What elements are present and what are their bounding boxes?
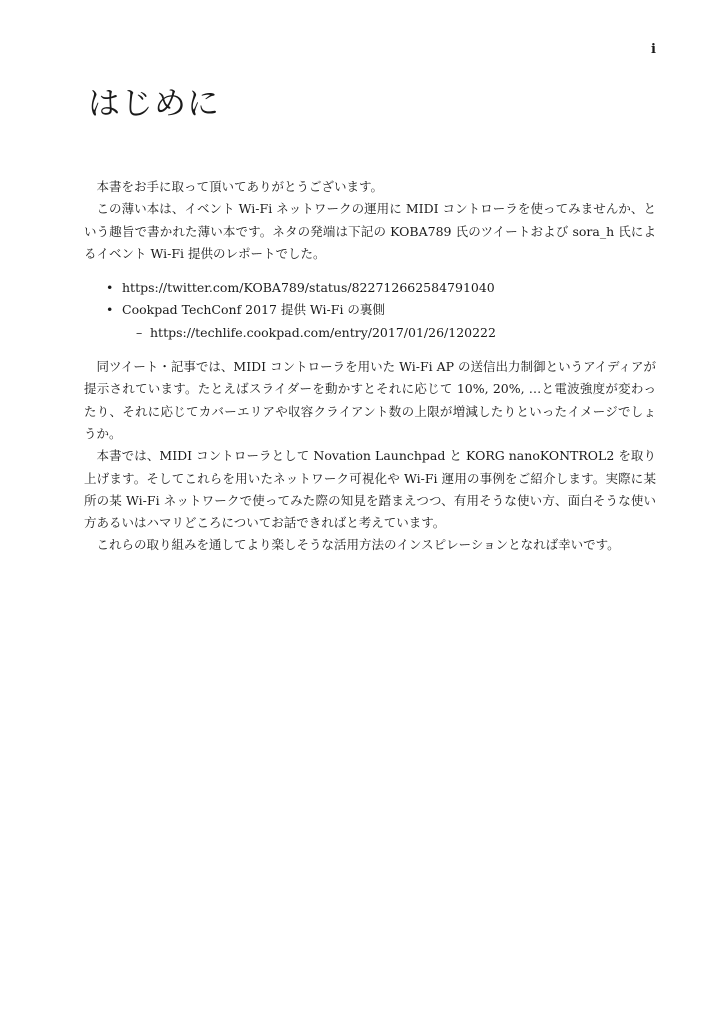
page-number: i <box>651 42 656 57</box>
bullet-icon: • <box>106 280 114 296</box>
bullet-icon: • <box>106 302 114 318</box>
paragraph-idea: 同ツイート・記事では、MIDI コントローラを用いた Wi-Fi AP の送信出力制御というアイディアが提示されています。たとえばスライダーを動かすとそれに応じて 10%, 20%, …と電波強度が変わったり、それに応じてカバーエリアや収容クライアント数の上限が増減したりといったイメージでしょうか。 <box>84 359 656 441</box>
reference-link-cookpad[interactable]: https://techlife.cookpad.com/entry/2017/01/26/120222 <box>150 324 496 340</box>
list-item <box>136 322 656 344</box>
paragraph-closing: これらの取り組みを通してより楽しそうな活用方法のインスピレーションとなれば幸いです。 <box>96 537 620 553</box>
dash-icon: – <box>136 324 143 340</box>
reference-title-cookpad: Cookpad TechConf 2017 提供 Wi-Fi の裏側 <box>122 302 385 318</box>
list-item <box>106 299 656 344</box>
reference-sublist <box>122 322 656 344</box>
paragraph-thanks: 本書をお手に取って頂いてありがとうございます。 <box>96 179 384 194</box>
chapter-title: はじめに <box>88 84 221 122</box>
paragraph-scope: 本書では、MIDI コントローラとして Novation Launchpad と KORG nanoKONTROL2 を取り上げます。そしてこれらを用いたネットワーク可視化や Wi-Fi 運用の事例をご紹介します。実際に某所の某 Wi-Fi ネットワークで使ってみた際の知見を踏まえつつ、有用そうな使い方、面白そうな使い方あるいはハマリどころについてお話できればと考えています。 <box>84 448 656 531</box>
reference-list <box>84 277 656 344</box>
reference-link-twitter[interactable]: https://twitter.com/KOBA789/status/822712662584791040 <box>122 280 495 296</box>
paragraph-intro: この薄い本は、イベント Wi-Fi ネットワークの運用に MIDI コントローラを使ってみませんか、という趣旨で書かれた薄い本です。ネタの発端は下記の KOBA789 氏のツイートおよび sora_h 氏によるイベント Wi-Fi 提供のレポートでした。 <box>84 201 656 261</box>
list-item <box>106 277 656 299</box>
body-text <box>84 176 656 557</box>
